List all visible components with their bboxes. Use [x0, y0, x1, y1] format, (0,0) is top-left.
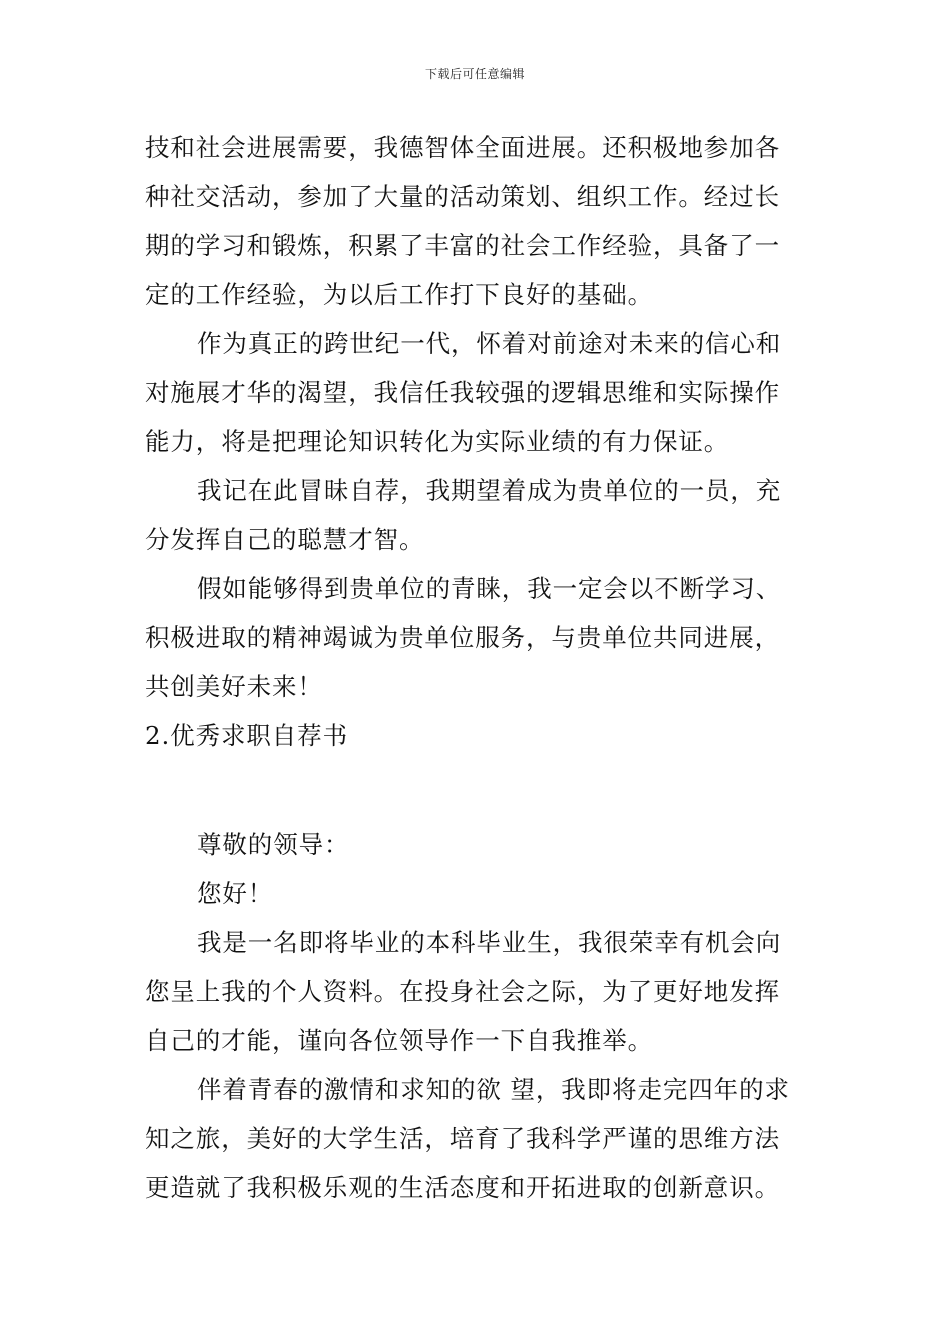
paragraph-line: 积极进取的精神竭诚为贵单位服务，与贵单位共同进展，	[145, 623, 780, 652]
paragraph-line: 伴着青春的激情和求知的欲 望，我即将走完四年的求	[197, 1075, 790, 1104]
paragraph-line: 我记在此冒昧自荐，我期望着成为贵单位的一员，充	[197, 476, 782, 505]
paragraph-line: 我是一名即将毕业的本科毕业生，我很荣幸有机会向	[197, 928, 782, 957]
paragraph-line: 定的工作经验，为以后工作打下良好的基础。	[145, 280, 653, 309]
paragraph-line: 自己的才能，谨向各位领导作一下自我推举。	[145, 1026, 653, 1055]
paragraph-line: 共创美好未来！	[145, 672, 323, 701]
paragraph-line: 您呈上我的个人资料。在投身社会之际，为了更好地发挥	[145, 977, 780, 1006]
header-note: 下载后可任意编辑	[424, 67, 525, 81]
paragraph-line: 能力，将是把理论知识转化为实际业绩的有力保证。	[145, 427, 730, 456]
paragraph-line: 种社交活动，参加了大量的活动策划、组织工作。经过长	[145, 182, 780, 211]
paragraph-line: 知之旅，美好的大学生活，培育了我科学严谨的思维方法	[145, 1124, 780, 1153]
paragraph-line: 对施展才华的渴望，我信任我较强的逻辑思维和实际操作	[145, 378, 780, 407]
paragraph-line: 假如能够得到贵单位的青睐，我一定会以不断学习、	[197, 574, 782, 603]
greeting: 您好！	[197, 879, 274, 908]
paragraph-line: 技和社会进展需要，我德智体全面进展。还积极地参加各	[145, 133, 780, 162]
section-heading: 2.优秀求职自荐书	[145, 721, 348, 750]
salutation: 尊敬的领导：	[197, 830, 350, 859]
paragraph-line: 更造就了我积极乐观的生活态度和开拓进取的创新意识。	[145, 1173, 780, 1202]
paragraph-line: 分发挥自己的聪慧才智。	[145, 525, 425, 554]
paragraph-line: 期的学习和锻炼，积累了丰富的社会工作经验，具备了一	[145, 231, 780, 260]
paragraph-line: 作为真正的跨世纪一代，怀着对前途对未来的信心和	[197, 329, 782, 358]
